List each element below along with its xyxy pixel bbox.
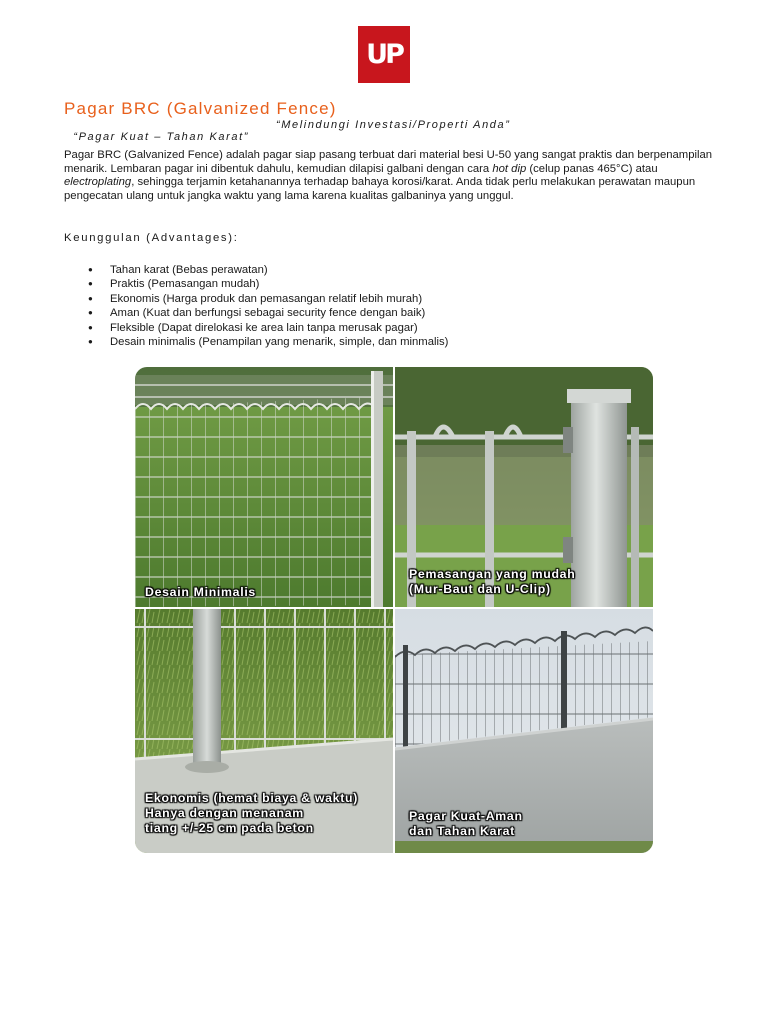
advantage-item: ● Desain minimalis (Penampilan yang menarik, simple, dan minmalis)	[64, 335, 448, 349]
photo-pemasangan	[395, 367, 653, 607]
advantage-item: ● Praktis (Pemasangan mudah)	[64, 277, 448, 291]
caption-line: (Mur-Baut dan U-Clip)	[409, 582, 551, 596]
caption-pemasangan	[409, 567, 575, 597]
advantage-item: ● Aman (Kuat dan berfungsi sebagai security fence dengan baik)	[64, 306, 448, 320]
caption-line: Pemasangan yang mudah	[409, 567, 576, 581]
advantage-item: ● Tahan karat (Bebas perawatan)	[64, 263, 448, 277]
description-part-3: , sehingga terjamin ketahanannya terhadap bahaya korosi/karat. Anda tidak perlu melakukan perawatan maupun pengecatan ulang untuk jangka waktu yang lama karena kualitas galbaninya yang unggul.	[64, 176, 696, 202]
caption-line: dan Tahan Karat	[409, 824, 515, 838]
caption-line: Hanya dengan menanam	[145, 806, 304, 820]
photo-kuat-aman	[395, 609, 653, 853]
caption-line: tiang +/-25 cm pada beton	[145, 821, 314, 835]
tagline-2: “Melindungi Investasi/Properti Anda”	[276, 119, 511, 131]
description-electroplating: electroplating	[64, 176, 132, 188]
photo-desain-minimalis	[135, 367, 393, 607]
advantage-item: ● Fleksible (Dapat direlokasi ke area lain tanpa merusak pagar)	[64, 321, 448, 335]
tagline-1: “Pagar Kuat – Tahan Karat”	[73, 131, 250, 143]
caption-ekonomis	[145, 791, 358, 836]
fence-lawn-image	[135, 367, 393, 607]
product-description	[64, 149, 714, 203]
advantage-item: ● Ekonomis (Harga produk dan pemasangan relatif lebih murah)	[64, 292, 448, 306]
caption-line: Ekonomis (hemat biaya & waktu)	[145, 791, 359, 805]
photo-ekonomis	[135, 609, 393, 853]
caption-desain-minimalis	[145, 585, 256, 600]
photo-collage	[135, 367, 653, 853]
advantages-list	[64, 263, 448, 349]
description-part-1: Pagar BRC (Galvanized Fence) adalah pagar siap pasang terbuat dari material besi U-50 yang sangat praktis dan berpenampilan menarik. Lembaran pagar ini dibentuk dahulu, kemudian dilapisi galbani dengan cara	[64, 149, 713, 175]
description-hot-dip: hot dip	[492, 162, 527, 175]
caption-line: Pagar Kuat-Aman	[409, 809, 523, 823]
company-logo: UP	[358, 26, 410, 83]
caption-line: Desain Minimalis	[145, 585, 256, 599]
advantages-heading: Keunggulan (Advantages):	[64, 232, 239, 244]
description-part-2: (celup panas 465°C) atau	[526, 162, 658, 175]
page-title: Pagar BRC (Galvanized Fence)	[64, 99, 337, 118]
caption-kuat-aman	[409, 809, 523, 839]
